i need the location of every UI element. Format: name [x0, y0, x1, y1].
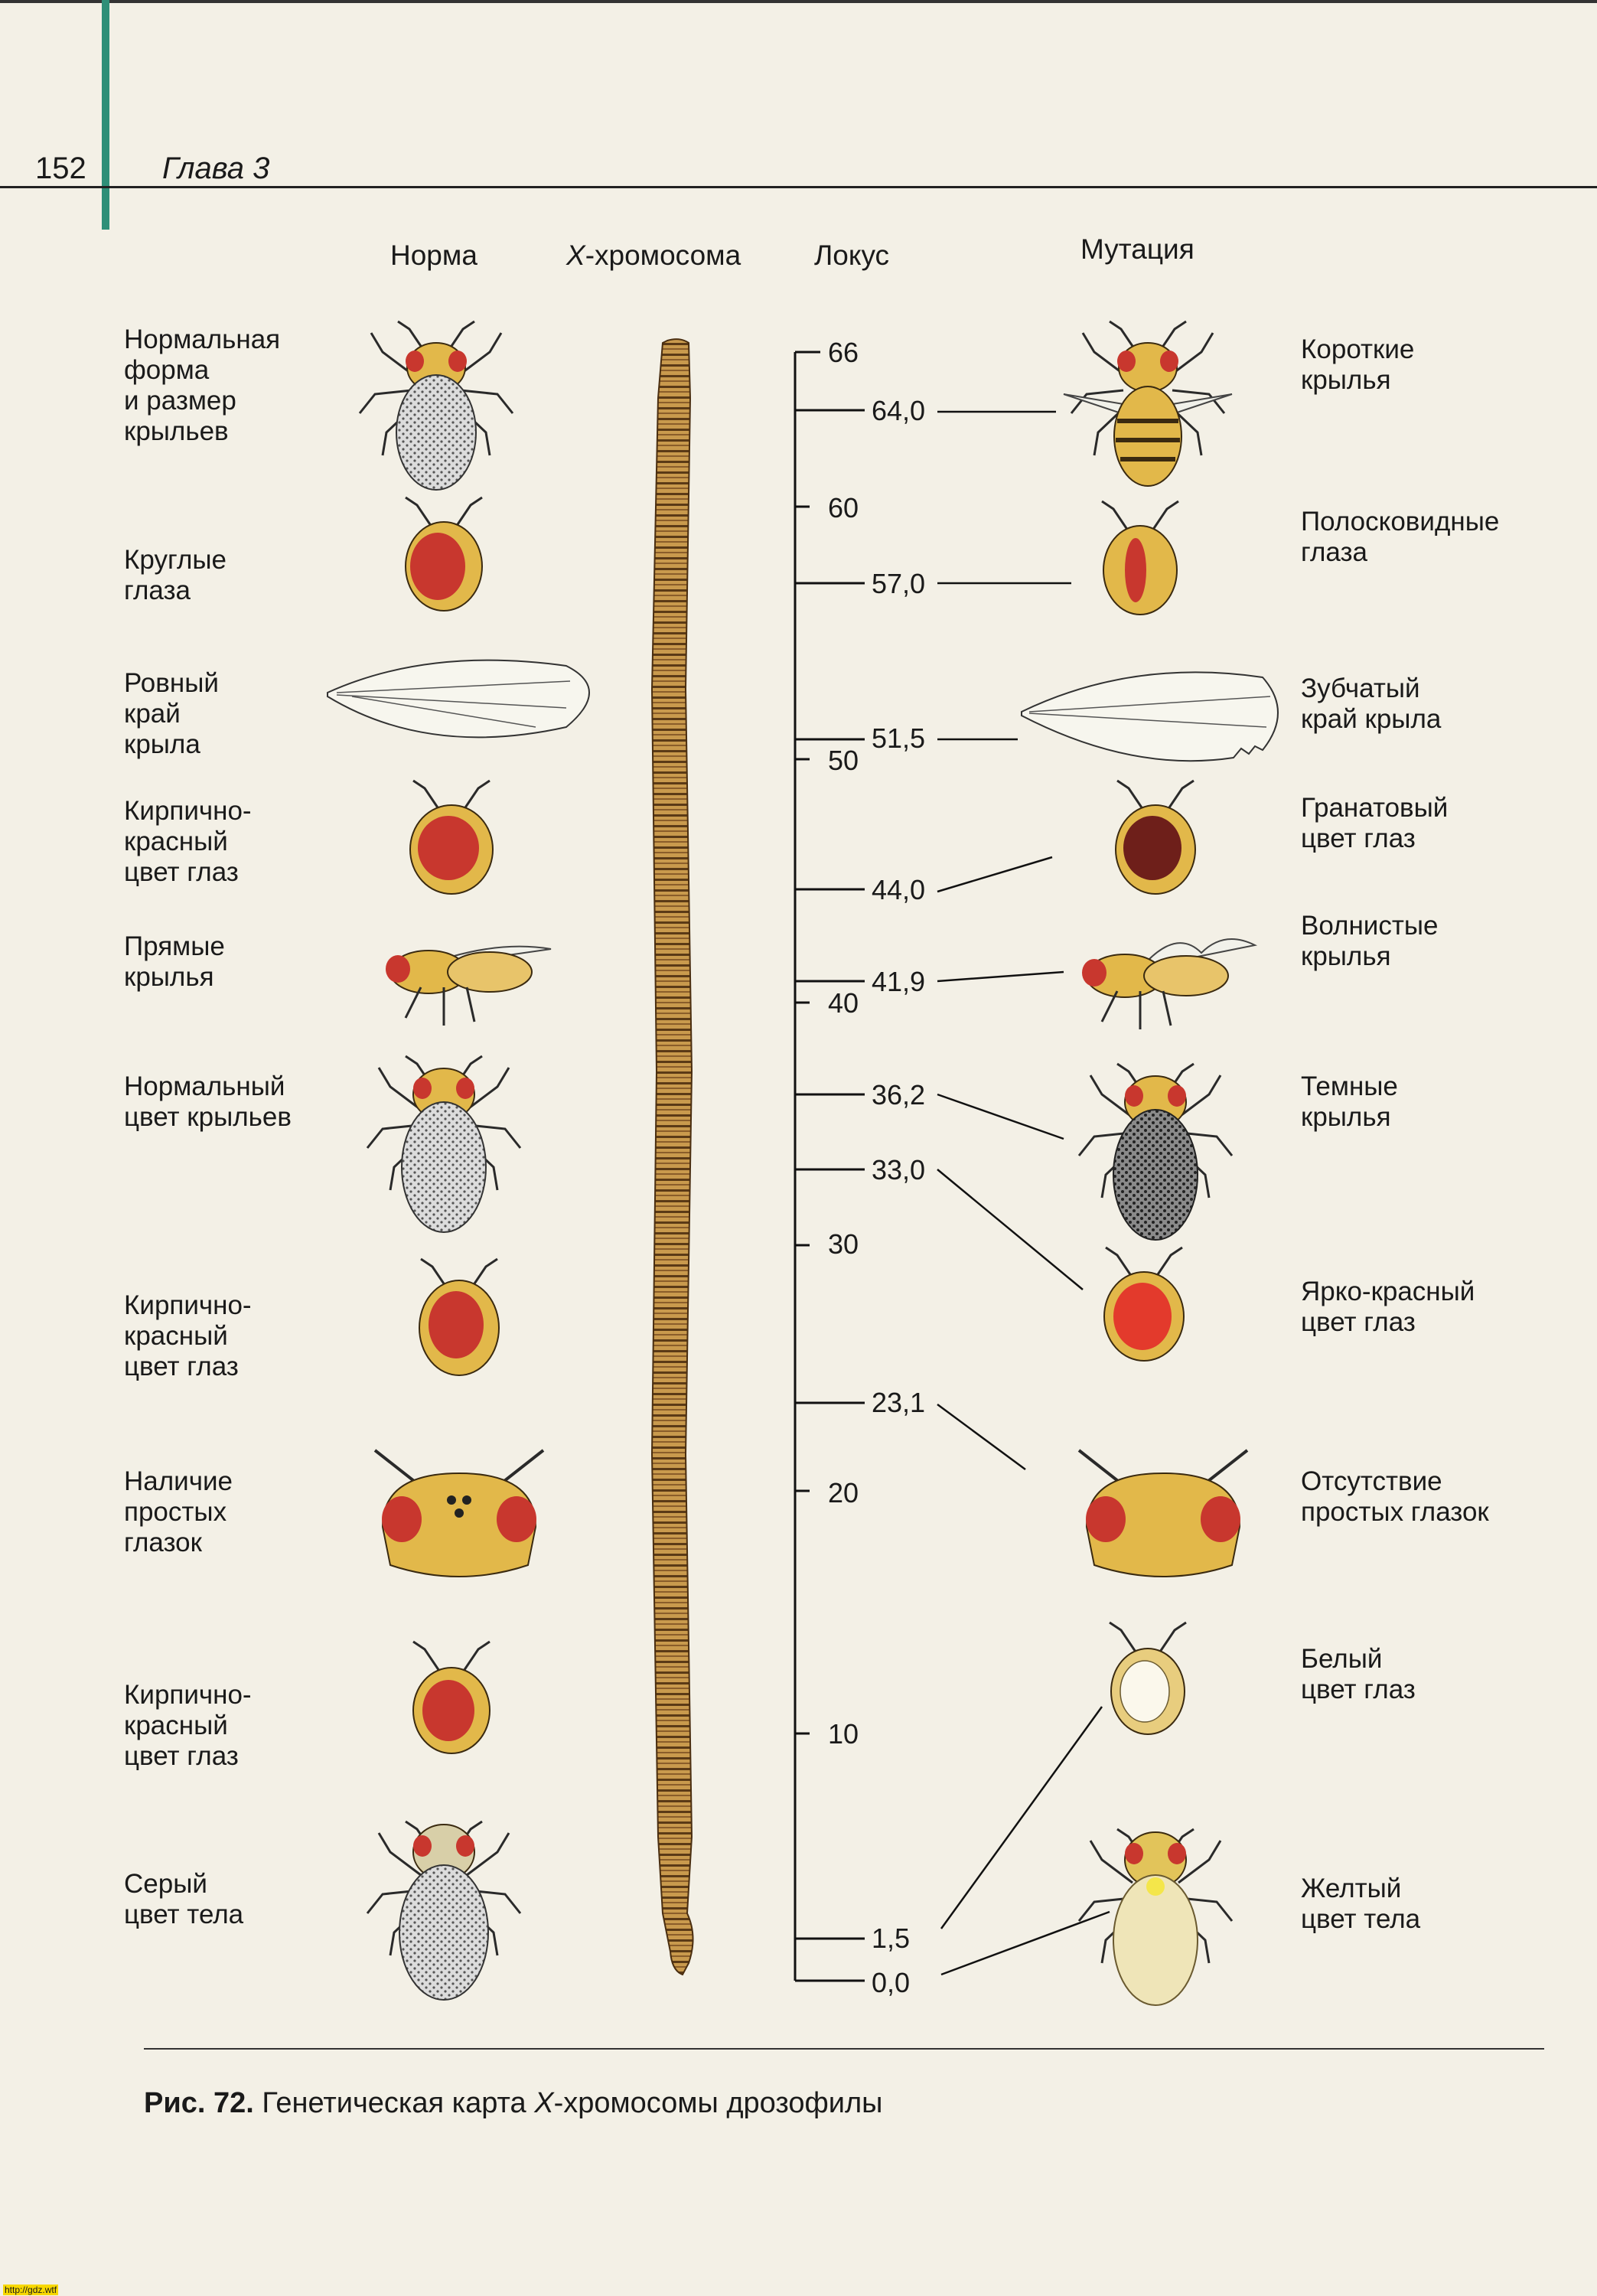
norm-label-ocelli-present: Наличие простых глазок [124, 1466, 233, 1557]
scale-tick-40: 40 [828, 987, 859, 1019]
mutant-fly-wavy-wings [1082, 939, 1255, 1029]
locus-41-9: 41,9 [872, 966, 926, 997]
locus-36-2: 36,2 [872, 1079, 926, 1110]
norm-fly-normal-wing-color [367, 1056, 520, 1232]
mutation-label-ocelli-absent: Отсутствие простых глазок [1301, 1466, 1489, 1527]
norm-label-wing-shape: Нормальная форма и размер крыльев [124, 325, 281, 446]
mutant-fly-head-no-ocelli [1079, 1450, 1247, 1577]
caption-text: Генетическая карта [253, 2087, 535, 2119]
locus-64-0: 64,0 [872, 395, 926, 426]
norm-fly-brick-eyes-1 [410, 781, 493, 894]
column-header-mutation: Мутация [1080, 233, 1194, 265]
norm-fly-head-ocelli [375, 1450, 543, 1577]
scale-tick-10: 10 [828, 1718, 859, 1750]
norm-label-brick-red-eyes-2: Кирпично- красный цвет глаз [124, 1290, 252, 1381]
mutation-label-bar-eyes: Полосковидные глаза [1301, 507, 1500, 567]
mutation-label-white-eyes: Белый цвет глаз [1301, 1644, 1416, 1704]
norm-fly-gray-body [367, 1821, 520, 2000]
mutant-wing-notched-edge [1022, 672, 1278, 761]
column-header-norm: Норма [390, 240, 477, 271]
norm-label-brick-red-eyes-1: Кирпично- красный цвет глаз [124, 796, 252, 887]
figure-caption [144, 2087, 882, 2120]
norm-fly-straight-wings [386, 947, 551, 1026]
mutant-fly-bar-eyes [1102, 501, 1178, 615]
chapter-title: Глава 3 [162, 152, 270, 185]
mutant-fly-dark-wings [1079, 1064, 1232, 1240]
caption-rule [144, 2048, 1544, 2050]
mutation-label-short-wings: Короткие крылья [1301, 334, 1415, 395]
scale-tick-30: 30 [828, 1228, 859, 1260]
mutant-fly-garnet-eyes [1116, 781, 1195, 894]
norm-fly-brick-eyes-2 [419, 1259, 499, 1375]
locus-tick-marks [795, 410, 865, 1981]
locus-51-5: 51,5 [872, 722, 926, 754]
norm-fly-brick-eyes-3 [413, 1642, 490, 1753]
norm-label-brick-red-eyes-3: Кирпично- красный цвет глаз [124, 1680, 252, 1771]
norm-label-smooth-wing-edge: Ровный край крыла [124, 668, 219, 759]
norm-label-gray-body: Серый цвет тела [124, 1869, 244, 1929]
mutation-label-garnet-eyes: Гранатовый цвет глаз [1301, 793, 1449, 853]
norm-label-round-eyes: Круглые глаза [124, 545, 227, 605]
mutation-label-notched-wing: Зубчатый край крыла [1301, 673, 1442, 734]
mutation-label-wavy-wings: Волнистые крылья [1301, 911, 1439, 971]
mutation-label-bright-red-eyes: Ярко-красный цвет глаз [1301, 1277, 1475, 1337]
locus-1-5: 1,5 [872, 1923, 911, 1954]
locus-44-0: 44,0 [872, 874, 926, 905]
page-number: 152 [35, 152, 86, 185]
scale-tick-20: 20 [828, 1477, 859, 1508]
norm-label-straight-wings: Прямые крылья [124, 931, 225, 992]
mutation-label-yellow-body: Желтый цвет тела [1301, 1874, 1421, 1934]
locus-33-0: 33,0 [872, 1154, 926, 1186]
norm-fly-round-eyes [406, 497, 482, 611]
mutant-fly-short-wings [1064, 321, 1232, 486]
locus-23-1: 23,1 [872, 1387, 926, 1418]
watermark: http://gdz.wtf [5, 2285, 57, 2295]
locus-0-0: 0,0 [872, 1967, 911, 1998]
chromosome-letter: X [566, 240, 585, 271]
mutant-fly-white-eyes [1110, 1623, 1186, 1734]
scale-tick-60: 60 [828, 492, 859, 523]
column-header-locus: Локус [814, 240, 890, 271]
caption-suffix: -хромосомы дрозофилы [553, 2087, 883, 2119]
chromosome-word: -хромосома [585, 240, 741, 271]
scale-tick-66: 66 [828, 337, 859, 368]
caption-chromosome-letter: X [534, 2087, 554, 2119]
caption-number: Рис. 72. [144, 2087, 254, 2119]
mutation-label-dark-wings: Темные крылья [1301, 1071, 1398, 1132]
leader-lines [937, 412, 1110, 1975]
scale-tick-marks [795, 352, 820, 1733]
mutant-fly-bright-red-eyes [1104, 1247, 1184, 1361]
x-chromosome [652, 339, 693, 1975]
locus-57-0: 57,0 [872, 568, 926, 599]
scale-tick-50: 50 [828, 745, 859, 776]
norm-fly-wing-shape [360, 321, 513, 490]
mutant-fly-yellow-body [1079, 1829, 1232, 2005]
norm-label-normal-wing-color: Нормальный цвет крыльев [124, 1071, 292, 1132]
